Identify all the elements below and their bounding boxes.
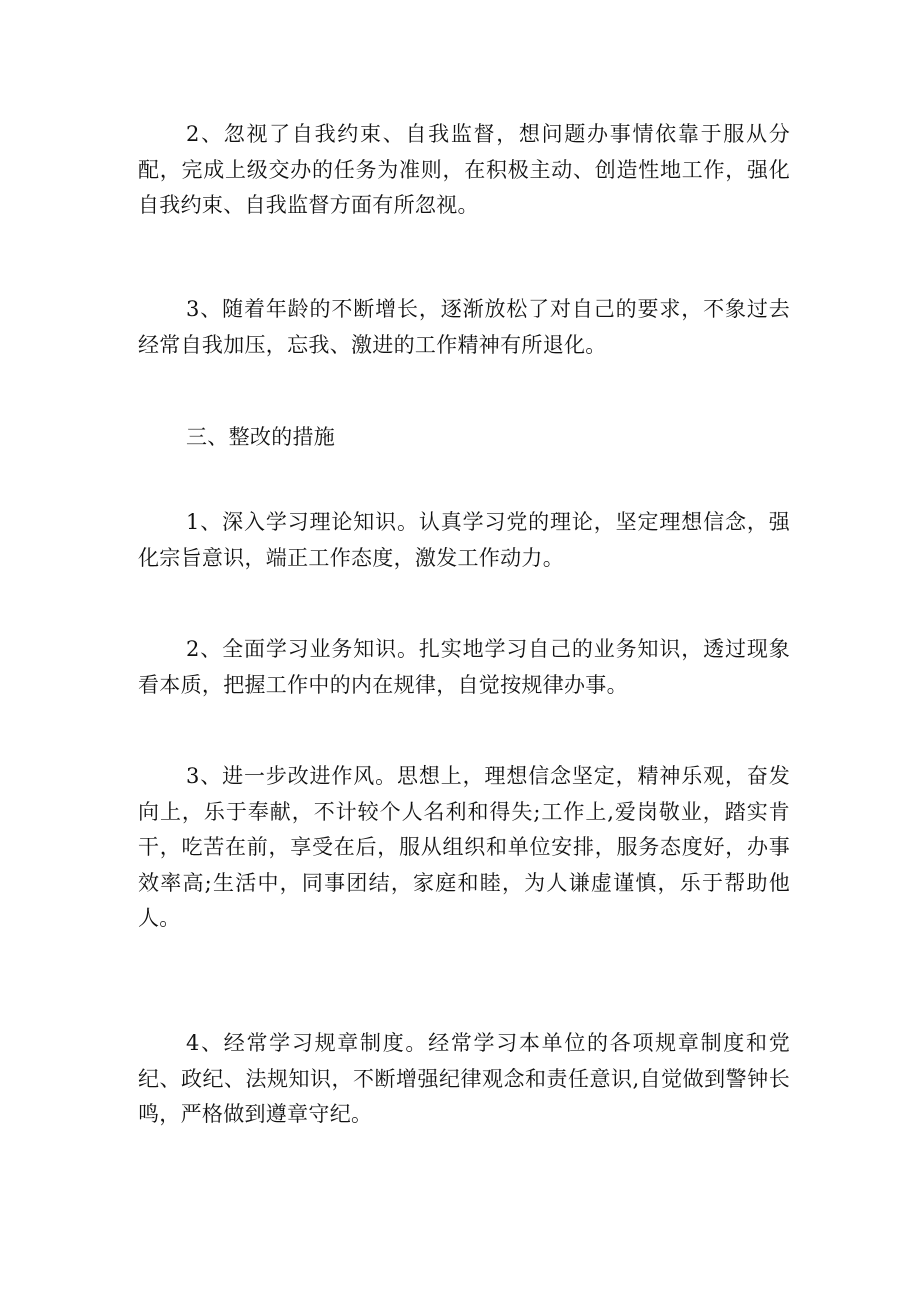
section-heading-rectification-measures: 三、整改的措施 xyxy=(186,425,336,449)
paragraph-study-regulations: 4、经常学习规章制度。经常学习本单位的各项规章制度和党纪、政纪、法规知识，不断增强纪律观念和责任意识,自觉做到警钟长鸣，严格做到遵章守纪。 xyxy=(138,1031,790,1126)
paragraph-neglect-self-discipline: 2、忽视了自我约束、自我监督，想问题办事情依靠于服从分配，完成上级交办的任务为准则，在积极主动、创造性地工作，强化自我约束、自我监督方面有所忽视。 xyxy=(138,122,790,217)
paragraph-study-theory: 1、深入学习理论知识。认真学习党的理论，坚定理想信念，强化宗旨意识，端正工作态度，激发工作动力。 xyxy=(138,510,790,570)
paragraph-improve-style: 3、进一步改进作风。思想上，理想信念坚定，精神乐观，奋发向上，乐于奉献，不计较个人名利和得失;工作上,爱岗敬业，踏实肯干，吃苦在前，享受在后，服从组织和单位安排，服务态度好，办事效率高;生活中，同事团结，家庭和睦，为人谦虚谨慎，乐于帮助他人。 xyxy=(138,764,790,930)
paragraph-study-business: 2、全面学习业务知识。扎实地学习自己的业务知识，透过现象看本质，把握工作中的内在规律，自觉按规律办事。 xyxy=(138,637,790,697)
paragraph-relaxed-requirements: 3、随着年龄的不断增长，逐渐放松了对自己的要求，不象过去经常自我加压，忘我、激进的工作精神有所退化。 xyxy=(138,297,790,357)
